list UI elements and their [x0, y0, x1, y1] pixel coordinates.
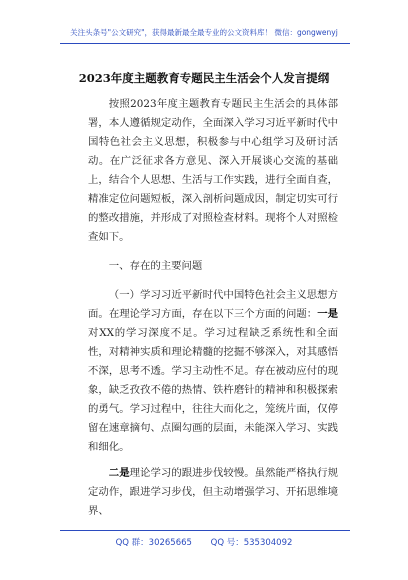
para2-bold-marker: 二是	[108, 467, 130, 479]
document-title: 2023年度主题教育专题民主生活会个人发言提纲	[78, 71, 330, 85]
header-promo-note: 关注头条号"公文研究"，获得最新最全最专业的公文资料库！ 微信：gongwenyj	[70, 28, 338, 37]
footer-qq-number: QQ 号：535304092	[210, 538, 293, 548]
document-body	[88, 95, 338, 528]
footer-divider	[60, 530, 350, 531]
paragraph-theory-study	[88, 286, 338, 457]
section-heading: 一、存在的主要问题	[108, 260, 203, 272]
para1-bold-marker: 一是	[317, 308, 339, 320]
paragraph-follow-up	[88, 464, 338, 521]
header-divider	[60, 43, 350, 44]
para1-text: 对XX的学习深度不足。学习过程缺乏系统性和全面性，对精神实质和理论精髓的挖掘不够深入，对其感悟不深，思考不透。学习主动性不足。存在被动应付的现象，缺乏孜孜不倦的热情、铁杵磨针的精神和积极探索的勇气。学习过程中，往往大而化之，笼统片面，仅停留在速章摘句、点圈勾画的层面，未能深入学习、实践和细化。	[88, 327, 338, 453]
footer-contact	[0, 536, 408, 548]
intro-paragraph: 按照2023年度主题教育专题民主生活会的具体部署，本人遵循规定动作，全面深入学习习近平新时代中国特色社会主义思想，积极参与中心组学习及研讨活动。在广泛征求各方意见、深入开展谈心交流的基础上，结合个人思想、生活与工作实践，进行全面自查，精准定位问题短板，深入剖析问题成因，制定切实可行的整改措施，并形成了对照检查材料。现将个人对照检查如下。	[88, 98, 338, 243]
footer-qq-group: QQ 群：30265665	[115, 538, 192, 548]
para1-lead: 在理论学习方面，存在以下三个方面的问题：	[108, 308, 318, 320]
subsection-heading: （一）学习习近平新时代中国特色社会主义思想方面。	[88, 289, 338, 320]
para2-text: 理论学习的跟进步伐较慢。虽然能严格执行规定动作，跟进学习步伐，但主动增强学习、开拓思维境界、	[88, 467, 339, 517]
